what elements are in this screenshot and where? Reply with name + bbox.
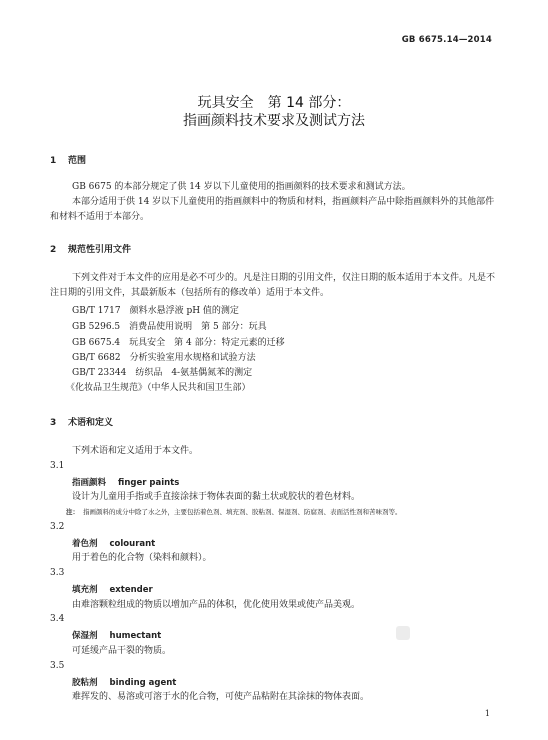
section-number: 3 bbox=[50, 418, 57, 428]
term-english: binding agent bbox=[109, 678, 177, 688]
term-chinese: 着色剂 bbox=[72, 539, 98, 549]
term-definition: 难挥发的、易溶或可溶于水的化合物，可使产品粘附在其涂抹的物体表面。 bbox=[72, 692, 370, 702]
reference-item: GB 6675.4 玩具安全 第 4 部分：特定元素的迁移 bbox=[72, 338, 285, 348]
note-label: 注： bbox=[66, 508, 79, 516]
document-title-line2: 指画颜料技术要求及测试方法 bbox=[183, 113, 365, 129]
note-text: 指画颜料的成分中除了水之外，主要包括着色剂、填充剂、胶粘剂、保湿剂、防腐剂、表面活性剂和苦味剂等。 bbox=[83, 508, 402, 516]
section-heading-terms bbox=[50, 415, 113, 428]
term-chinese: 胶粘剂 bbox=[72, 678, 98, 688]
section-title: 规范性引用文件 bbox=[68, 245, 132, 255]
term-definition: 由难溶颗粒组成的物质以增加产品的体积，优化使用效果或使产品美观。 bbox=[72, 600, 361, 610]
term-english: extender bbox=[109, 585, 153, 595]
reference-item: 《化妆品卫生规范》（中华人民共和国卫生部） bbox=[66, 383, 251, 393]
standard-code: GB 6675.14—2014 bbox=[401, 35, 492, 45]
term-heading bbox=[72, 676, 176, 688]
section-heading-scope bbox=[50, 153, 86, 166]
term-chinese: 填充剂 bbox=[72, 585, 98, 595]
term-heading bbox=[72, 476, 179, 488]
scope-paragraph-2: 本部分适用于供 14 岁以下儿童使用的指画颜料中的物质和材料，指画颜料产品中除指画颜料外的其他部件和材料不适用于本部分。 bbox=[50, 197, 495, 222]
term-number: 3.1 bbox=[50, 461, 65, 471]
references-intro: 下列文件对于本文件的应用是必不可少的。凡是注日期的引用文件，仅注日期的版本适用于本文件。凡是不注日期的引用文件，其最新版本（包括所有的修改单）适用于本文件。 bbox=[50, 273, 496, 298]
section-title: 术语和定义 bbox=[68, 418, 114, 428]
term-chinese: 保湿剂 bbox=[72, 631, 98, 641]
term-number: 3.4 bbox=[50, 614, 65, 624]
section-number: 1 bbox=[50, 156, 57, 166]
term-heading bbox=[72, 583, 153, 595]
section-title: 范围 bbox=[68, 156, 87, 166]
scope-paragraph-1: GB 6675 的本部分规定了供 14 岁以下儿童使用的指画颜料的技术要求和测试方法。 bbox=[72, 182, 411, 192]
terms-intro: 下列术语和定义适用于本文件。 bbox=[72, 446, 199, 456]
page-number: 1 bbox=[484, 709, 490, 718]
reference-item: GB/T 1717 颜料水悬浮液 pH 值的测定 bbox=[72, 306, 239, 316]
term-heading bbox=[72, 537, 155, 549]
reference-item: GB/T 23344 纺织品 4-氨基偶氮苯的测定 bbox=[72, 368, 253, 378]
scan-artifact bbox=[396, 626, 410, 640]
document-title-line1: 玩具安全 第 14 部分： bbox=[197, 95, 351, 111]
term-english: colourant bbox=[109, 539, 156, 549]
term-chinese: 指画颜料 bbox=[72, 478, 107, 488]
section-heading-normative-references bbox=[50, 242, 131, 255]
section-number: 2 bbox=[50, 245, 57, 255]
term-number: 3.2 bbox=[50, 522, 65, 532]
term-note bbox=[66, 507, 402, 516]
term-english: humectant bbox=[109, 631, 162, 641]
reference-item: GB 5296.5 消费品使用说明 第 5 部分：玩具 bbox=[72, 322, 267, 332]
term-definition: 用于着色的化合物（染料和颜料）。 bbox=[72, 553, 212, 563]
reference-item: GB/T 6682 分析实验室用水规格和试验方法 bbox=[72, 353, 256, 363]
term-number: 3.3 bbox=[50, 568, 65, 578]
term-definition: 可延缓产品干裂的物质。 bbox=[72, 646, 172, 656]
term-english: finger paints bbox=[118, 478, 180, 488]
term-number: 3.5 bbox=[50, 661, 65, 671]
term-heading bbox=[72, 629, 161, 641]
term-definition: 设计为儿童用手指或手直接涂抹于物体表面的黏土状或胶状的着色材料。 bbox=[72, 492, 361, 502]
